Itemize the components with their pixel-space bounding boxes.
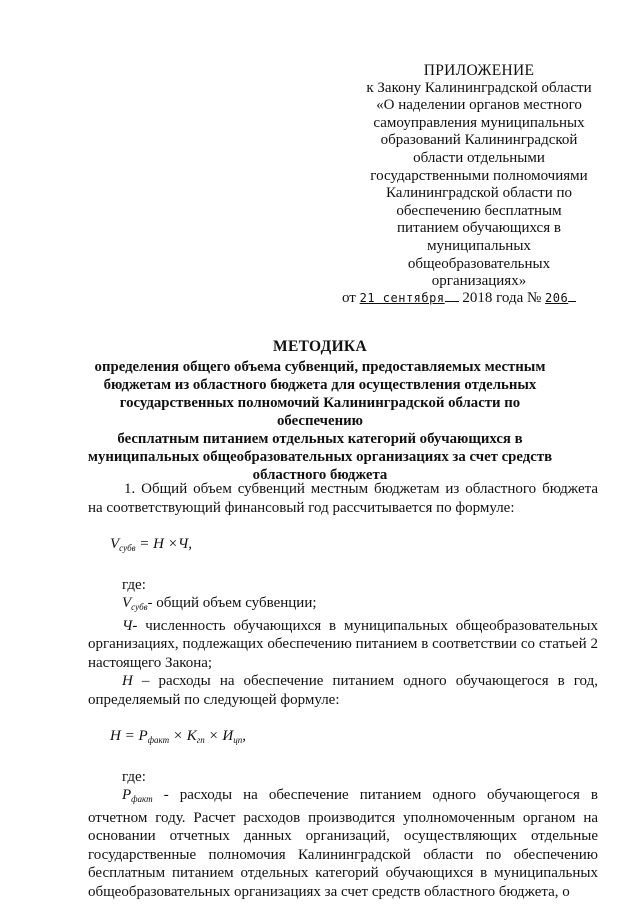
appendix-line: самоуправления муниципальных [373,114,585,131]
document-body [88,480,598,901]
number-underline [568,289,576,302]
methodology-heading [80,338,560,484]
date-prefix: от [342,290,356,306]
date-year: 2018 года № [462,290,542,306]
heading-title: МЕТОДИКА [273,338,367,355]
number-value: 206 [545,291,569,305]
heading-line: муниципальных общеобразовательных организациях за счет средств [87,449,553,465]
where-label: где: [122,576,146,593]
heading-line: бюджетам из областного бюджета для осуществления отдельных [103,377,537,393]
formula-subvention: $V_{субв} = Н \times Ч$, [110,536,192,553]
definition-v: $V_{субв}-$ общий объем субвенции; [122,595,317,612]
paragraph-1: 1. Общий объем субвенций местным бюджетам из областного бюджета на соответствующий финансовый год рассчитывается по формуле: [88,481,598,516]
appendix-line: «О наделении органов местного [376,97,582,114]
appendix-line: области отдельными [413,149,545,166]
date-number-line [342,289,612,308]
appendix-title: ПРИЛОЖЕНИЕ [423,62,535,79]
formula-cost: $Н = Р_{факт} \times К_{гп} \times И_{цп}$, [110,728,246,745]
definition-ch: Ч- численность обучающихся в муниципальных общеобразовательных организациях, подлежащих обеспечению питанием в соответствии со статьей 2 настоящего Закона; [88,617,598,671]
where-label-2: где: [122,768,146,785]
appendix-line: общеобразовательных [407,255,551,272]
appendix-line: государственными полномочиями [370,167,588,184]
appendix-line: организациях» [431,273,527,290]
date-value: 21 сентября [359,291,445,305]
definition-n: Н – расходы на обеспечение питанием одного обучающегося в год, определяемый по следующей формуле: [88,673,598,708]
appendix-line: питанием обучающихся в [397,220,561,237]
appendix-line: обеспечению бесплатным [396,202,562,219]
definition-p: $Р_{факт}$ - расходы на обеспечение питанием одного обучающегося в отчетном году. Расчет расходов производится уполномоченным органом на основании отчетных данных организаций, осуществляющих отдельные государственные полномочия Калининградской области по обеспечению бесплатным питанием отдельных категорий обучающихся в муниципальных общеобразовательных организациях за счет средств областного бюджета, о [88,787,598,900]
appendix-line: муниципальных [427,237,531,254]
appendix-block [342,62,608,306]
heading-line: областного бюджета [252,467,388,483]
date-underline [445,289,459,302]
heading-line: государственных полномочий Калининградской области по обеспечению [119,395,521,429]
appendix-line: Калининградской области по [385,185,572,202]
heading-line: бесплатным питанием отдельных категорий обучающихся в [117,431,523,447]
appendix-line: к Закону Калининградской области [366,79,592,96]
appendix-line: образований Калининградской [380,132,578,149]
heading-line: определения общего объема субвенций, предоставляемых местным [94,359,546,375]
